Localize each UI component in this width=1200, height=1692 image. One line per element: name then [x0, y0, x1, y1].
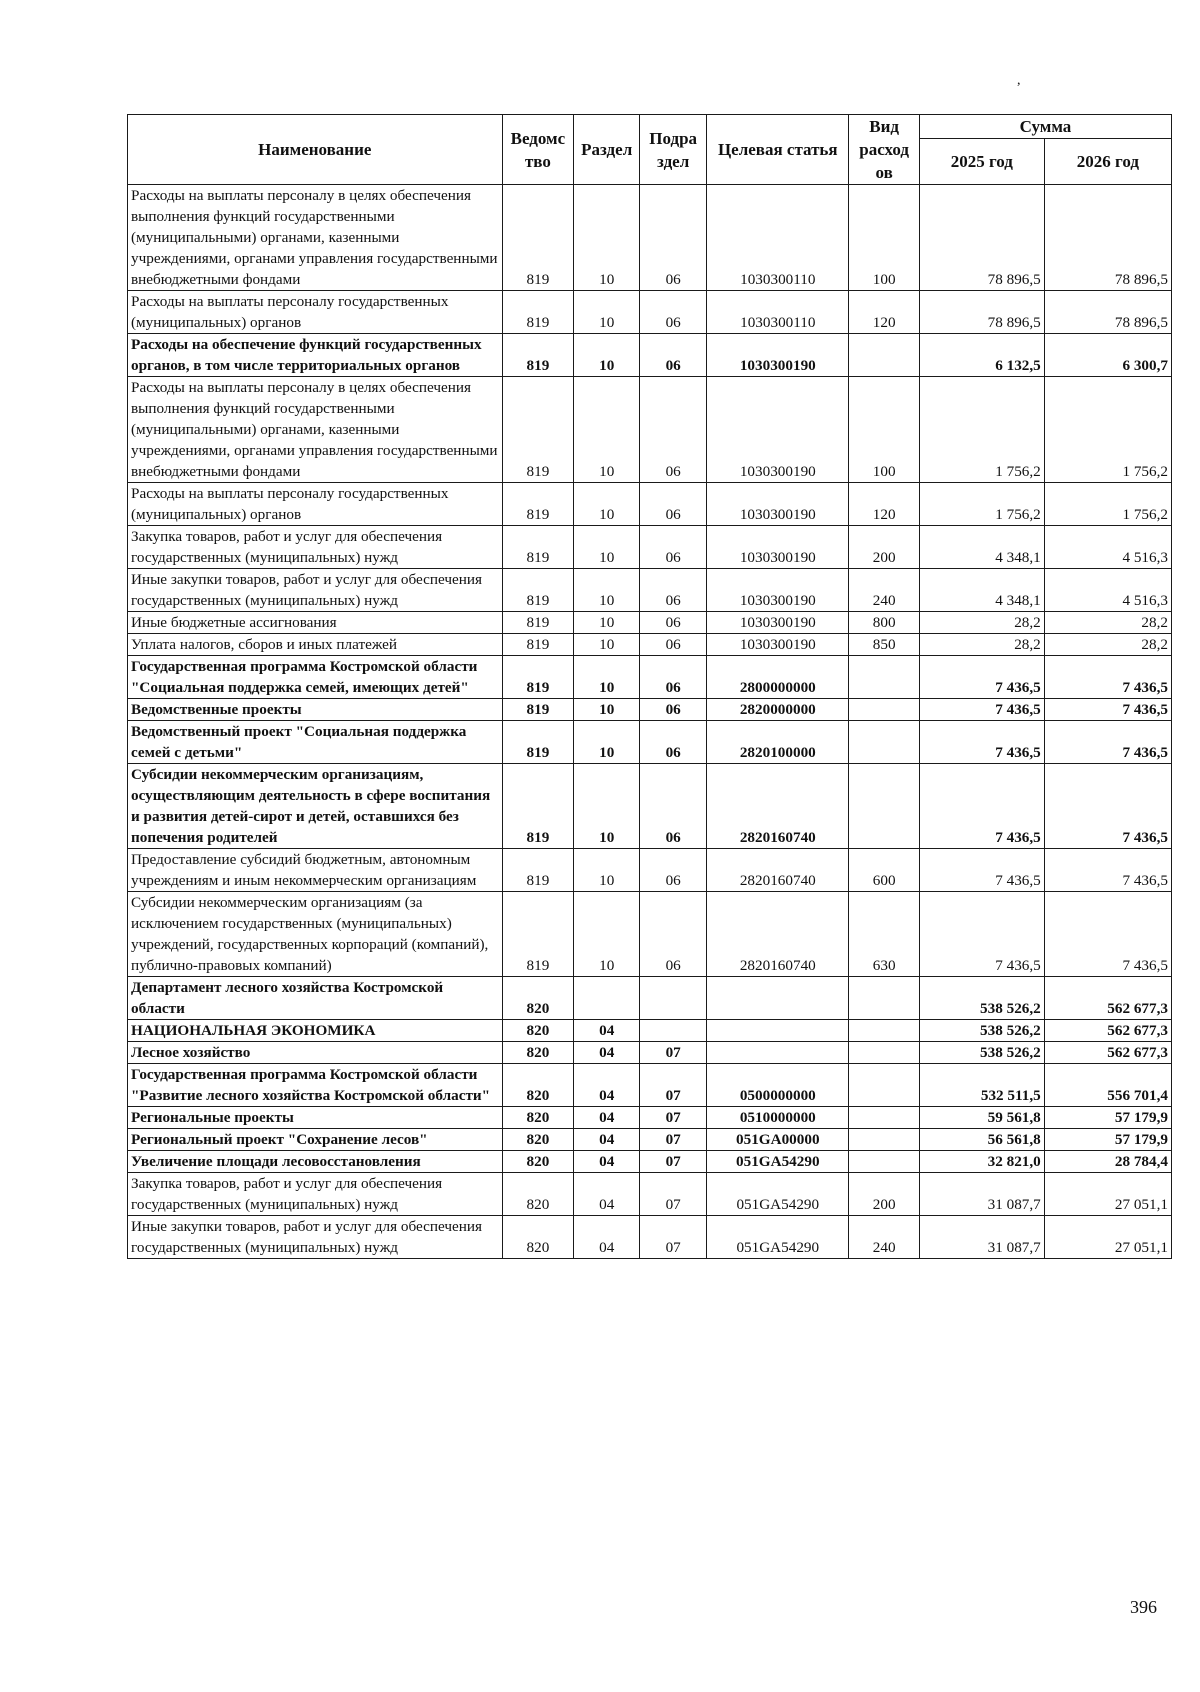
- row-target: 0500000000: [707, 1064, 849, 1107]
- row-sum-2025: 78 896,5: [919, 185, 1044, 291]
- table-row: [128, 1129, 1172, 1151]
- row-podrazdel: 07: [640, 1173, 707, 1216]
- row-sum-2026: 7 436,5: [1044, 699, 1171, 721]
- table-row: [128, 1216, 1172, 1259]
- row-razdel: 10: [574, 721, 640, 764]
- scan-speck: ,: [1017, 73, 1021, 88]
- row-vedomstvo: 819: [502, 892, 574, 977]
- row-name: Субсидии некоммерческим организациям (за исключением государственных (муниципальных) учреждений, государственных корпораций (компаний), публично-правовых компаний): [128, 892, 503, 977]
- row-podrazdel: [640, 977, 707, 1020]
- row-sum-2025: 32 821,0: [919, 1151, 1044, 1173]
- row-sum-2026: 7 436,5: [1044, 764, 1171, 849]
- header-year-2026: 2026 год: [1044, 139, 1171, 185]
- header-vedomstvo: Ведомс тво: [502, 115, 574, 185]
- row-podrazdel: 06: [640, 892, 707, 977]
- row-target: 1030300190: [707, 377, 849, 483]
- row-razdel: 10: [574, 377, 640, 483]
- row-vedomstvo: 820: [502, 1064, 574, 1107]
- row-target: 2820100000: [707, 721, 849, 764]
- row-sum-2025: 1 756,2: [919, 377, 1044, 483]
- row-name: Государственная программа Костромской области "Социальная поддержка семей, имеющих детей": [128, 656, 503, 699]
- row-vedomstvo: 820: [502, 1216, 574, 1259]
- row-razdel: 10: [574, 892, 640, 977]
- row-vedomstvo: 819: [502, 721, 574, 764]
- table-row: [128, 377, 1172, 483]
- row-vedomstvo: 819: [502, 634, 574, 656]
- row-vedomstvo: 819: [502, 483, 574, 526]
- table-row: [128, 977, 1172, 1020]
- row-vid: 200: [849, 1173, 920, 1216]
- table-row: [128, 1173, 1172, 1216]
- header-sum: Сумма: [919, 115, 1171, 139]
- row-vid: 630: [849, 892, 920, 977]
- row-sum-2025: 56 561,8: [919, 1129, 1044, 1151]
- row-target: 1030300190: [707, 334, 849, 377]
- row-vid: [849, 721, 920, 764]
- row-podrazdel: 06: [640, 334, 707, 377]
- row-razdel: 10: [574, 612, 640, 634]
- row-vedomstvo: 819: [502, 699, 574, 721]
- table-row: [128, 1107, 1172, 1129]
- row-target: 0510000000: [707, 1107, 849, 1129]
- header-razdel: Раздел: [574, 115, 640, 185]
- table-row: [128, 892, 1172, 977]
- row-sum-2025: 6 132,5: [919, 334, 1044, 377]
- header-podrazdel: Подра здел: [640, 115, 707, 185]
- row-vid: [849, 656, 920, 699]
- row-name: Расходы на выплаты персоналу государственных (муниципальных) органов: [128, 483, 503, 526]
- row-vedomstvo: 820: [502, 1020, 574, 1042]
- row-name: Закупка товаров, работ и услуг для обеспечения государственных (муниципальных) нужд: [128, 526, 503, 569]
- table-row: [128, 764, 1172, 849]
- row-vedomstvo: 819: [502, 569, 574, 612]
- row-sum-2026: 556 701,4: [1044, 1064, 1171, 1107]
- row-vedomstvo: 820: [502, 1151, 574, 1173]
- row-target: 2820160740: [707, 892, 849, 977]
- row-sum-2026: 6 300,7: [1044, 334, 1171, 377]
- table-row: [128, 291, 1172, 334]
- row-sum-2025: 28,2: [919, 634, 1044, 656]
- row-podrazdel: 06: [640, 483, 707, 526]
- row-target: 2820160740: [707, 849, 849, 892]
- row-sum-2025: 4 348,1: [919, 526, 1044, 569]
- row-podrazdel: 06: [640, 634, 707, 656]
- row-vid: [849, 1107, 920, 1129]
- row-vedomstvo: 820: [502, 1173, 574, 1216]
- table-row: [128, 656, 1172, 699]
- row-razdel: 04: [574, 1173, 640, 1216]
- table-row: [128, 849, 1172, 892]
- row-sum-2025: 7 436,5: [919, 699, 1044, 721]
- row-razdel: 10: [574, 634, 640, 656]
- row-razdel: 10: [574, 185, 640, 291]
- row-vedomstvo: 819: [502, 764, 574, 849]
- row-podrazdel: 06: [640, 569, 707, 612]
- header-name: Наименование: [128, 115, 503, 185]
- row-podrazdel: 07: [640, 1151, 707, 1173]
- row-sum-2025: 538 526,2: [919, 977, 1044, 1020]
- row-sum-2026: 28,2: [1044, 634, 1171, 656]
- row-vid: [849, 334, 920, 377]
- row-razdel: [574, 977, 640, 1020]
- row-vid: [849, 1042, 920, 1064]
- row-vedomstvo: 819: [502, 334, 574, 377]
- row-target: 1030300190: [707, 634, 849, 656]
- row-razdel: 10: [574, 526, 640, 569]
- row-target: 051GA54290: [707, 1216, 849, 1259]
- row-sum-2026: 1 756,2: [1044, 377, 1171, 483]
- row-sum-2026: 562 677,3: [1044, 1042, 1171, 1064]
- row-name: Расходы на выплаты персоналу государственных (муниципальных) органов: [128, 291, 503, 334]
- row-podrazdel: 06: [640, 699, 707, 721]
- row-vid: 120: [849, 483, 920, 526]
- row-sum-2025: 31 087,7: [919, 1173, 1044, 1216]
- row-target: [707, 1020, 849, 1042]
- row-sum-2026: 7 436,5: [1044, 721, 1171, 764]
- row-podrazdel: 06: [640, 377, 707, 483]
- row-vid: 100: [849, 185, 920, 291]
- row-sum-2025: 7 436,5: [919, 849, 1044, 892]
- row-target: 051GA54290: [707, 1173, 849, 1216]
- row-vid: [849, 699, 920, 721]
- row-name: Субсидии некоммерческим организациям, осуществляющим деятельность в сфере воспитания и развития детей-сирот и детей, оставшихся без попечения родителей: [128, 764, 503, 849]
- row-podrazdel: 06: [640, 526, 707, 569]
- row-sum-2026: 57 179,9: [1044, 1129, 1171, 1151]
- table-row: [128, 569, 1172, 612]
- row-sum-2026: 7 436,5: [1044, 849, 1171, 892]
- row-razdel: 04: [574, 1151, 640, 1173]
- header-vid: Вид расход ов: [849, 115, 920, 185]
- row-podrazdel: 07: [640, 1216, 707, 1259]
- row-name: НАЦИОНАЛЬНАЯ ЭКОНОМИКА: [128, 1020, 503, 1042]
- row-name: Иные закупки товаров, работ и услуг для обеспечения государственных (муниципальных) нужд: [128, 1216, 503, 1259]
- row-sum-2025: 538 526,2: [919, 1020, 1044, 1042]
- row-sum-2026: 562 677,3: [1044, 977, 1171, 1020]
- row-vid: 200: [849, 526, 920, 569]
- row-sum-2025: 59 561,8: [919, 1107, 1044, 1129]
- row-sum-2026: 7 436,5: [1044, 656, 1171, 699]
- row-target: 2800000000: [707, 656, 849, 699]
- row-podrazdel: 06: [640, 721, 707, 764]
- table-row: [128, 526, 1172, 569]
- table-row: [128, 699, 1172, 721]
- row-razdel: 04: [574, 1042, 640, 1064]
- row-name: Ведомственный проект "Социальная поддержка семей с детьми": [128, 721, 503, 764]
- row-vid: 800: [849, 612, 920, 634]
- row-podrazdel: 07: [640, 1064, 707, 1107]
- table-row: [128, 612, 1172, 634]
- row-razdel: 04: [574, 1020, 640, 1042]
- row-name: Региональные проекты: [128, 1107, 503, 1129]
- row-sum-2025: 7 436,5: [919, 764, 1044, 849]
- row-sum-2025: 7 436,5: [919, 656, 1044, 699]
- row-sum-2026: 57 179,9: [1044, 1107, 1171, 1129]
- row-sum-2025: 28,2: [919, 612, 1044, 634]
- row-target: 051GA54290: [707, 1151, 849, 1173]
- row-target: 051GA00000: [707, 1129, 849, 1151]
- row-sum-2026: 28,2: [1044, 612, 1171, 634]
- row-vedomstvo: 819: [502, 612, 574, 634]
- row-sum-2025: 538 526,2: [919, 1042, 1044, 1064]
- row-podrazdel: 06: [640, 764, 707, 849]
- row-podrazdel: 06: [640, 291, 707, 334]
- row-target: 1030300190: [707, 526, 849, 569]
- row-name: Иные закупки товаров, работ и услуг для обеспечения государственных (муниципальных) нужд: [128, 569, 503, 612]
- row-razdel: 10: [574, 291, 640, 334]
- row-sum-2026: 562 677,3: [1044, 1020, 1171, 1042]
- row-razdel: 04: [574, 1216, 640, 1259]
- row-sum-2025: 532 511,5: [919, 1064, 1044, 1107]
- row-razdel: 10: [574, 849, 640, 892]
- row-sum-2025: 4 348,1: [919, 569, 1044, 612]
- row-sum-2026: 7 436,5: [1044, 892, 1171, 977]
- table-row: [128, 634, 1172, 656]
- table-row: [128, 185, 1172, 291]
- row-target: 1030300110: [707, 291, 849, 334]
- row-podrazdel: 07: [640, 1129, 707, 1151]
- row-razdel: 10: [574, 334, 640, 377]
- row-vedomstvo: 819: [502, 656, 574, 699]
- row-name: Закупка товаров, работ и услуг для обеспечения государственных (муниципальных) нужд: [128, 1173, 503, 1216]
- row-podrazdel: 06: [640, 656, 707, 699]
- row-vid: 600: [849, 849, 920, 892]
- row-name: Региональный проект "Сохранение лесов": [128, 1129, 503, 1151]
- row-target: [707, 1042, 849, 1064]
- row-vid: 120: [849, 291, 920, 334]
- table-body: [128, 185, 1172, 1259]
- row-vid: [849, 1151, 920, 1173]
- row-sum-2025: 31 087,7: [919, 1216, 1044, 1259]
- row-vid: 850: [849, 634, 920, 656]
- row-razdel: 10: [574, 483, 640, 526]
- row-podrazdel: 07: [640, 1107, 707, 1129]
- table-row: [128, 1020, 1172, 1042]
- row-name: Расходы на выплаты персоналу в целях обеспечения выполнения функций государственными (муниципальными) органами, казенными учреждениями, органами управления государственными внебюджетными фондами: [128, 185, 503, 291]
- row-sum-2025: 7 436,5: [919, 892, 1044, 977]
- row-vid: [849, 1020, 920, 1042]
- row-vid: [849, 977, 920, 1020]
- row-sum-2026: 78 896,5: [1044, 185, 1171, 291]
- row-target: [707, 977, 849, 1020]
- row-name: Государственная программа Костромской области "Развитие лесного хозяйства Костромской области": [128, 1064, 503, 1107]
- row-vid: 240: [849, 569, 920, 612]
- row-target: 1030300190: [707, 483, 849, 526]
- row-razdel: 04: [574, 1064, 640, 1107]
- row-name: Иные бюджетные ассигнования: [128, 612, 503, 634]
- row-vid: 100: [849, 377, 920, 483]
- row-vid: [849, 764, 920, 849]
- row-vedomstvo: 820: [502, 1107, 574, 1129]
- row-razdel: 10: [574, 764, 640, 849]
- row-vedomstvo: 819: [502, 185, 574, 291]
- row-vid: [849, 1129, 920, 1151]
- row-sum-2025: 78 896,5: [919, 291, 1044, 334]
- header-target: Целевая статья: [707, 115, 849, 185]
- row-vedomstvo: 819: [502, 526, 574, 569]
- table-row: [128, 1064, 1172, 1107]
- row-name: Департамент лесного хозяйства Костромской области: [128, 977, 503, 1020]
- row-razdel: 04: [574, 1107, 640, 1129]
- row-name: Расходы на выплаты персоналу в целях обеспечения выполнения функций государственными (муниципальными) органами, казенными учреждениями, органами управления государственными внебюджетными фондами: [128, 377, 503, 483]
- row-name: Уплата налогов, сборов и иных платежей: [128, 634, 503, 656]
- table-row: [128, 1151, 1172, 1173]
- row-sum-2026: 1 756,2: [1044, 483, 1171, 526]
- row-razdel: 10: [574, 656, 640, 699]
- row-target: 1030300110: [707, 185, 849, 291]
- row-sum-2026: 28 784,4: [1044, 1151, 1171, 1173]
- row-target: 2820160740: [707, 764, 849, 849]
- row-name: Расходы на обеспечение функций государственных органов, в том числе территориальных органов: [128, 334, 503, 377]
- row-vid: [849, 1064, 920, 1107]
- row-sum-2026: 27 051,1: [1044, 1173, 1171, 1216]
- row-sum-2025: 1 756,2: [919, 483, 1044, 526]
- table-row: [128, 1042, 1172, 1064]
- row-podrazdel: 06: [640, 612, 707, 634]
- page-number: 396: [1130, 1597, 1157, 1617]
- row-target: 2820000000: [707, 699, 849, 721]
- row-name: Лесное хозяйство: [128, 1042, 503, 1064]
- table-row: [128, 334, 1172, 377]
- row-podrazdel: 06: [640, 185, 707, 291]
- row-vedomstvo: 819: [502, 377, 574, 483]
- row-name: Предоставление субсидий бюджетным, автономным учреждениям и иным некоммерческим организациям: [128, 849, 503, 892]
- row-sum-2026: 27 051,1: [1044, 1216, 1171, 1259]
- row-target: 1030300190: [707, 569, 849, 612]
- row-name: Ведомственные проекты: [128, 699, 503, 721]
- row-target: 1030300190: [707, 612, 849, 634]
- row-vedomstvo: 820: [502, 977, 574, 1020]
- row-vid: 240: [849, 1216, 920, 1259]
- row-razdel: 10: [574, 699, 640, 721]
- budget-table: [127, 114, 1172, 1259]
- row-vedomstvo: 820: [502, 1042, 574, 1064]
- row-podrazdel: 06: [640, 849, 707, 892]
- row-vedomstvo: 819: [502, 291, 574, 334]
- row-sum-2026: 78 896,5: [1044, 291, 1171, 334]
- row-razdel: 04: [574, 1129, 640, 1151]
- row-name: Увеличение площади лесовосстановления: [128, 1151, 503, 1173]
- row-podrazdel: 07: [640, 1042, 707, 1064]
- row-vedomstvo: 819: [502, 849, 574, 892]
- header-year-2025: 2025 год: [919, 139, 1044, 185]
- row-sum-2026: 4 516,3: [1044, 569, 1171, 612]
- row-vedomstvo: 820: [502, 1129, 574, 1151]
- table-row: [128, 721, 1172, 764]
- table-row: [128, 483, 1172, 526]
- row-razdel: 10: [574, 569, 640, 612]
- row-podrazdel: [640, 1020, 707, 1042]
- row-sum-2026: 4 516,3: [1044, 526, 1171, 569]
- row-sum-2025: 7 436,5: [919, 721, 1044, 764]
